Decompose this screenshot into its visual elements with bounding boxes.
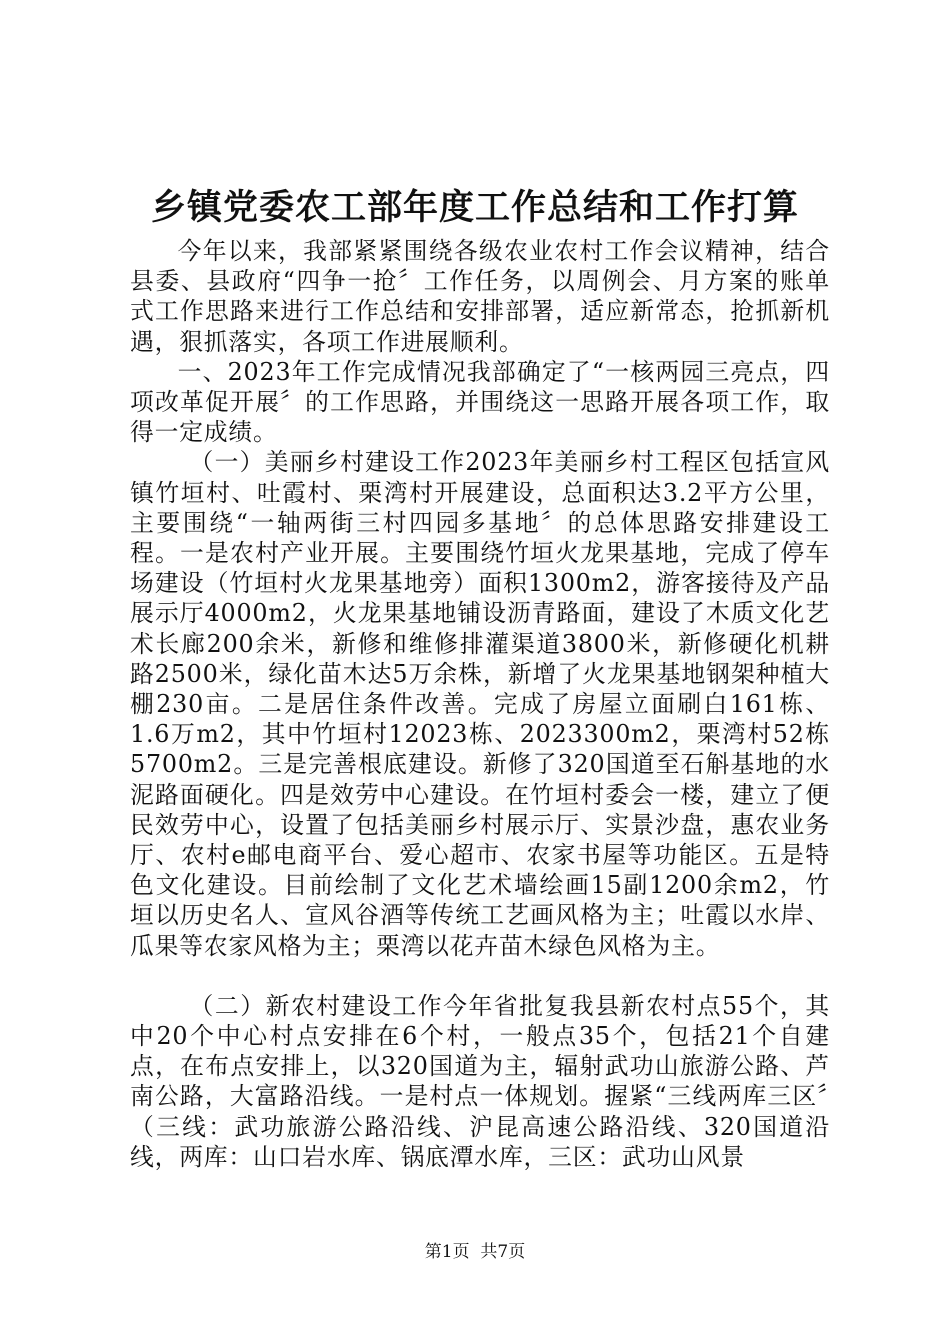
intro-paragraph: 今年以来，我部紧紧围绕各级农业农村工作会议精神，结合县委、县政府“四争一抢〞工作任务，以周例会、月方案的账单式工作思路来进行工作总结和安排部署，适应新常态，抢抓新机遇，狠抓落实，各项工作进展顺利。 xyxy=(130,237,830,356)
new-countryside-paragraph: （二）新农村建设工作今年省批复我县新农村点55个，其中20个中心村点安排在6个村，一般点35个，包括21个自建点，在布点安排上，以320国道为主，辐射武功山旅游公路、芦南公路，大富路沿线。一是村点一体规划。握紧“三线两库三区〞（三线：武功旅游公路沿线、沪昆高速公路沿线、320国道沿线，两库：山口岩水库、锅底潭水库，三区：武功山风景 xyxy=(130,991,830,1171)
paragraph-gap xyxy=(130,961,830,991)
section-one-paragraph: 一、2023年工作完成情况我部确定了“一核两园三亮点，四项改革促开展〞的工作思路，并围绕这一思路开展各项工作，取得一定成绩。 xyxy=(130,357,830,447)
document-body xyxy=(130,236,830,1172)
beautiful-village-paragraph: （一）美丽乡村建设工作2023年美丽乡村工程区包括宣风镇竹垣村、吐霞村、栗湾村开展建设，总面积达3.2平方公里，主要围绕“一轴两街三村四园多基地〞的总体思路安排建设工程。一是农村产业开展。主要围绕竹垣火龙果基地，完成了停车场建设（竹垣村火龙果基地旁）面积1300m2，游客接待及产品展示厅4000m2，火龙果基地铺设沥青路面，建设了木质文化艺术长廊200余米，新修和维修排灌渠道3800米，新修硬化机耕路2500米，绿化苗木达5万余株，新增了火龙果基地钢架种植大棚230亩。二是居住条件改善。完成了房屋立面刷白161栋、1.6万m2，其中竹垣村12023栋、2023300m2，栗湾村52栋5700m2。三是完善根底建设。新修了320国道至石斛基地的水泥路面硬化。四是效劳中心建设。在竹垣村委会一楼，建立了便民效劳中心，设置了包括美丽乡村展示厅、实景沙盘，惠农业务厅、农村e邮电商平台、爱心超市、农家书屋等功能区。五是特色文化建设。目前绘制了文化艺术墙绘画15副1200余m2，竹垣以历史名人、宣风谷酒等传统工艺画风格为主；吐霞以水岸、瓜果等农家风格为主；栗湾以花卉苗木绿色风格为主。 xyxy=(130,448,830,960)
document-title: 乡镇党委农工部年度工作总结和工作打算 xyxy=(150,187,799,228)
page-number: 第1页 xyxy=(424,1242,470,1262)
page-footer xyxy=(0,1240,950,1264)
page-total: 共7页 xyxy=(480,1242,526,1262)
